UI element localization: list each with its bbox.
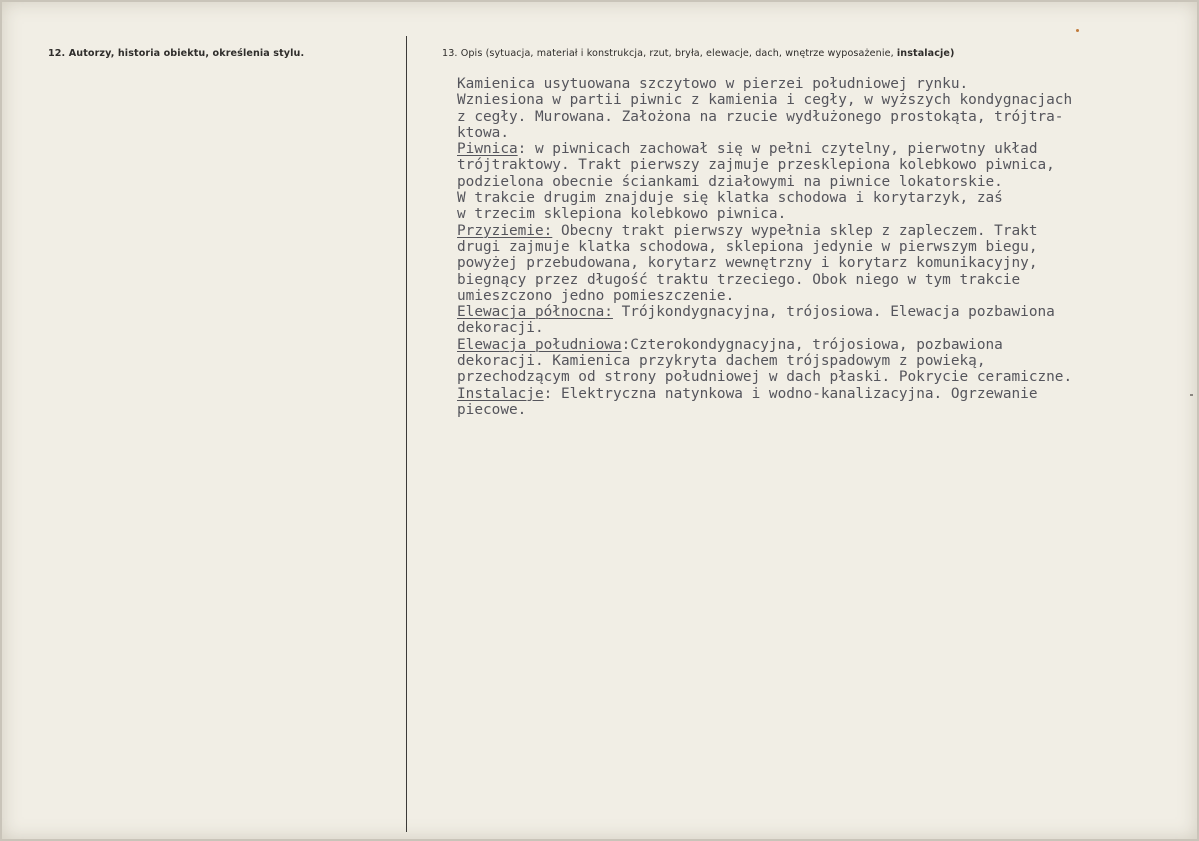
- typed-text: dekoracji.: [457, 320, 544, 337]
- typed-text: :Czterokondygnacyjna, trójosiowa, pozbawiona: [621, 336, 1003, 353]
- typed-line: [457, 76, 1177, 92]
- typed-text: podzielona obecnie ściankami działowymi na piwnice lokatorskie.: [457, 173, 1003, 190]
- typed-line: [457, 304, 1177, 320]
- typed-line: [457, 190, 1177, 206]
- section-label: Elewacja południowa: [457, 336, 622, 353]
- typed-line: [457, 157, 1177, 173]
- paper-stain: [1076, 29, 1079, 32]
- typed-text: drugi zajmuje klatka schodowa, sklepiona jedynie w pierwszym biegu,: [457, 238, 1038, 255]
- typed-text: Wzniesiona w partii piwnic z kamienia i cegły, w wyższych kondygnacjach: [457, 92, 1073, 109]
- typed-text: piecowe.: [457, 401, 527, 418]
- typed-line: [457, 206, 1177, 222]
- typed-line: [457, 320, 1177, 336]
- typed-line: [457, 337, 1177, 353]
- form-sheet: [2, 2, 1197, 839]
- typed-line: [457, 92, 1177, 108]
- paper-mark: [1190, 394, 1193, 396]
- section-label: Piwnica: [457, 141, 518, 158]
- typed-text: : w piwnicach zachował się w pełni czytelny, pierwotny układ: [517, 141, 1038, 158]
- typed-line: [457, 223, 1177, 239]
- typed-line: [457, 402, 1177, 418]
- description-typed-text: [457, 76, 1177, 418]
- section-label: Instalacje: [457, 385, 544, 402]
- typed-line: [457, 369, 1177, 385]
- typed-line: [457, 386, 1177, 402]
- typed-text: biegnący przez długość traktu trzeciego. Obok niego w tym trakcie: [457, 271, 1021, 288]
- typed-text: trójtraktowy. Trakt pierwszy zajmuje przesklepiona kolebkowo piwnica,: [457, 157, 1055, 174]
- typed-line: [457, 109, 1177, 125]
- typed-line: [457, 353, 1177, 369]
- section-13-heading: [442, 48, 955, 59]
- section-13-tail: instalacje): [896, 48, 955, 59]
- typed-line: [457, 272, 1177, 288]
- typed-line: [457, 125, 1177, 141]
- typed-text: z cegły. Murowana. Założona na rzucie wydłużonego prostokąta, trójtra-: [457, 108, 1064, 125]
- typed-text: przechodzącym od strony południowej w dach płaski. Pokrycie ceramiczne.: [457, 369, 1073, 386]
- typed-text: powyżej przebudowana, korytarz wewnętrzny i korytarz komunikacyjny,: [457, 255, 1038, 272]
- typed-line: [457, 255, 1177, 271]
- typed-text: : Elektryczna natynkowa i wodno-kanalizacyjna. Ogrzewanie: [543, 385, 1038, 402]
- typed-text: dekoracji. Kamienica przykryta dachem trójspadowym z powieką,: [457, 353, 986, 370]
- typed-line: [457, 141, 1177, 157]
- typed-text: W trakcie drugim znajduje się klatka schodowa i korytarzyk, zaś: [457, 190, 1003, 207]
- typed-text: Trójkondygnacyjna, trójosiowa. Elewacja pozbawiona: [612, 304, 1055, 321]
- section-13-detail: (sytuacja, materiał i konstrukcja, rzut, bryła, elewacje, dach, wnętrze wyposażenie,: [482, 48, 897, 59]
- section-12-heading: 12. Autorzy, historia obiektu, określenia stylu.: [48, 48, 305, 59]
- column-divider: [406, 36, 407, 832]
- typed-text: Kamienica usytuowana szczytowo w pierzei południowej rynku.: [457, 76, 969, 92]
- section-label: Przyziemie:: [457, 222, 553, 239]
- typed-text: w trzecim sklepiona kolebkowo piwnica.: [457, 206, 787, 223]
- typed-line: [457, 288, 1177, 304]
- typed-text: ktowa.: [457, 124, 509, 141]
- typed-line: [457, 174, 1177, 190]
- typed-text: Obecny trakt pierwszy wypełnia sklep z zapleczem. Trakt: [552, 222, 1038, 239]
- section-label: Elewacja północna:: [457, 304, 613, 321]
- section-13-number: 13. Opis: [442, 48, 483, 59]
- typed-text: umieszczono jedno pomieszczenie.: [457, 287, 735, 304]
- typed-line: [457, 239, 1177, 255]
